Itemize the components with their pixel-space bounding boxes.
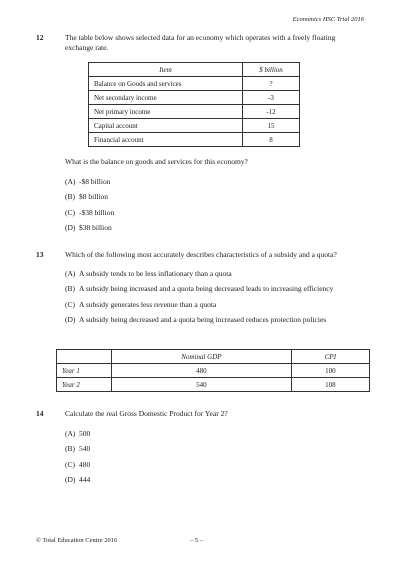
table-cell: Net primary income xyxy=(89,105,243,119)
option-label: (C) xyxy=(65,207,75,217)
question-14 xyxy=(36,409,364,485)
table-row xyxy=(89,119,300,133)
table-header-row xyxy=(89,63,300,77)
answer-option-b[interactable] xyxy=(65,192,364,202)
table-row xyxy=(89,133,300,147)
option-label: (D) xyxy=(65,315,76,324)
option-text: -$38 billion xyxy=(79,207,115,217)
option-text: A subsidy being decreased and a quota being increased reduces protection policies xyxy=(79,315,327,324)
table-cell: 480 xyxy=(112,364,292,378)
table-header-row xyxy=(57,350,370,364)
question-number: 14 xyxy=(36,409,44,418)
table-cell: -12 xyxy=(243,105,300,119)
row-label: Year 2 xyxy=(57,378,112,392)
table-row xyxy=(89,91,300,105)
table-cell: 15 xyxy=(243,119,300,133)
question-number: 12 xyxy=(36,33,44,42)
question-prompt: What is the balance on goods and services for this economy? xyxy=(65,157,248,166)
answer-option-a[interactable] xyxy=(65,429,364,439)
balance-table xyxy=(88,62,300,147)
table-cell: 100 xyxy=(291,364,369,378)
option-text: A subsidy generates less revenue than a quota xyxy=(79,299,217,309)
answer-option-a[interactable] xyxy=(65,269,364,279)
option-label: (B) xyxy=(65,192,75,201)
option-text: 500 xyxy=(79,428,91,438)
table-header-cell: Nominal GDP xyxy=(112,350,292,364)
question-number: 13 xyxy=(36,250,44,259)
option-text: A subsidy being increased and a quota being decreased leads to increasing efficiency xyxy=(79,284,334,293)
table-cell: 108 xyxy=(291,378,369,392)
option-label: (C) xyxy=(65,459,75,469)
table-header-cell: Item xyxy=(89,63,243,77)
table-row xyxy=(89,105,300,119)
option-label: (C) xyxy=(65,299,75,309)
gdp-cpi-table xyxy=(56,349,370,392)
table-cell: Capital account xyxy=(89,119,243,133)
table-header-cell: CPI xyxy=(291,350,369,364)
answer-option-d[interactable] xyxy=(65,223,364,233)
row-label: Year 1 xyxy=(57,364,112,378)
answer-option-a[interactable] xyxy=(65,177,364,187)
table-cell: -3 xyxy=(243,91,300,105)
table-row xyxy=(57,378,370,392)
table-cell: Net secondary income xyxy=(89,91,243,105)
option-text: 444 xyxy=(79,475,91,484)
answer-option-d[interactable] xyxy=(65,315,364,325)
gdp-table-block xyxy=(36,349,364,392)
table-row xyxy=(89,77,300,91)
question-text: Calculate the real Gross Domestic Product for Year 2? xyxy=(65,409,228,418)
answer-option-c[interactable] xyxy=(65,300,364,310)
option-label: (D) xyxy=(65,223,76,232)
answer-option-c[interactable] xyxy=(65,208,364,218)
answer-option-b[interactable] xyxy=(65,284,364,294)
option-text: 540 xyxy=(79,444,91,453)
page-number: – 5 – xyxy=(190,537,203,544)
answer-option-c[interactable] xyxy=(65,460,364,470)
option-label: (A) xyxy=(65,176,76,186)
table-cell: Balance on Goods and services xyxy=(89,77,243,91)
question-text: Which of the following most accurately describes characteristics of a subsidy and a quota? xyxy=(65,250,337,259)
table-cell: 8 xyxy=(243,133,300,147)
answer-option-b[interactable] xyxy=(65,444,364,454)
table-cell: Financial account xyxy=(89,133,243,147)
option-text: $38 billion xyxy=(79,223,112,232)
table-cell: ? xyxy=(243,77,300,91)
option-label: (D) xyxy=(65,475,76,484)
table-row xyxy=(57,364,370,378)
footer-copyright: © Total Education Centre 2016 xyxy=(36,537,118,544)
option-text: A subsidy tends to be less inflationary than a quota xyxy=(79,268,232,278)
option-label: (B) xyxy=(65,284,75,293)
question-text: The table below shows selected data for an economy which operates with a freely floating exchange rate. xyxy=(65,33,336,52)
option-text: $8 billion xyxy=(79,192,108,201)
answer-option-d[interactable] xyxy=(65,475,364,485)
option-label: (A) xyxy=(65,428,76,438)
question-12 xyxy=(36,33,364,233)
option-label: (A) xyxy=(65,268,76,278)
option-label: (B) xyxy=(65,444,75,453)
option-text: -$8 billion xyxy=(79,176,111,186)
question-13 xyxy=(36,250,364,325)
table-header-cell xyxy=(57,350,112,364)
table-cell: 540 xyxy=(112,378,292,392)
page-header: Economics HSC Trial 2016 xyxy=(292,16,364,23)
table-header-cell: $ billion xyxy=(243,63,300,77)
option-text: 480 xyxy=(79,459,91,469)
